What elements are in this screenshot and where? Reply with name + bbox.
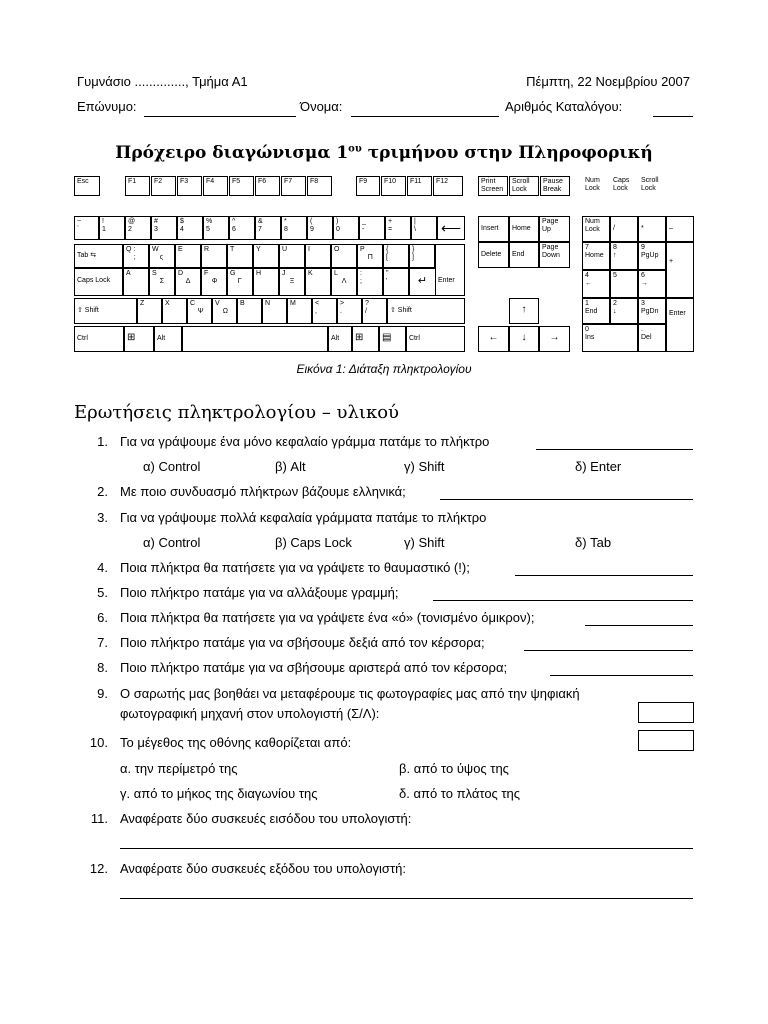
key-page-down: Page Down [539,242,570,268]
option: β) Caps Lock [275,535,352,550]
key-0: ) 0 [333,216,359,240]
key-c: C Ψ [187,298,212,324]
question-number: 10. [89,735,108,750]
key-delete: Delete [478,242,509,268]
key-8: * 8 [281,216,307,240]
answer-box[interactable] [638,730,694,751]
key-semicolon: : ; [357,268,383,296]
section-title: Ερωτήσεις πληκτρολογίου – υλικού [74,402,399,423]
option: γ. από το μήκος της διαγωνίου της [120,786,318,801]
key-f3: F3 [177,176,202,196]
key-2: @ 2 [125,216,151,240]
key-page-up: Page Up [539,216,570,242]
key-f7: F7 [281,176,306,196]
key-left-shift: ⇧ Shift [74,298,137,324]
question-text: Ποια πλήκτρα θα πατήσετε για να γράψετε το θαυμαστικό (!); [120,560,470,575]
question-number: 4. [97,560,108,575]
key-e: E [175,244,201,268]
key-backspace: ⟵ [437,216,465,240]
key-w: W ς [149,244,175,268]
key-f2: F2 [151,176,176,196]
key-right-bracket: } ] [409,244,435,268]
key-m: M [287,298,312,324]
question-text: Ποιο πλήκτρο πατάμε για να σβήσουμε δεξιά από τον κέρσορα; [120,635,485,650]
key-b: B [237,298,262,324]
key-l: L Λ [331,268,357,296]
indicator-scroll-lock: Scroll Lock [641,177,659,192]
key-f8: F8 [307,176,332,196]
key-num-multiply: * [638,216,666,242]
key-num-8: 8 ↑ [610,242,638,270]
arrow-down-icon: ↓ [509,326,539,352]
key-num-7: 7 Home [582,242,610,270]
key-num-2: 2 ↓ [610,298,638,324]
question-text: Αναφέρατε δύο συσκευές εξόδου του υπολογιστή: [120,861,406,876]
key-t: T [227,244,253,268]
key-y: Y [253,244,279,268]
question-number: 9. [97,686,108,701]
key-num-lock: Num Lock [582,216,610,242]
question-number: 6. [97,610,108,625]
key-backslash: | \ [411,216,437,240]
option: γ) Shift [404,535,445,550]
answer-line[interactable] [120,848,693,849]
key-k: K [305,268,331,296]
key-1: ! 1 [99,216,125,240]
answer-line[interactable] [585,625,693,626]
menu-icon: ▤ [379,326,406,352]
answer-line[interactable] [120,898,693,899]
key-f6: F6 [255,176,280,196]
key-num-divide: / [610,216,638,242]
key-minus: _ - [359,216,385,240]
question-text: Ποιο πλήκτρο πατάμε για να σβήσουμε αριστερά από τον κέρσορα; [120,660,508,675]
key-a: A [123,268,149,296]
key-pause-break: Pause Break [540,176,570,196]
option: α) Control [143,459,201,474]
question-number: 3. [97,510,108,525]
key-r: R [201,244,227,268]
question-text: Ποια πλήκτρα θα πατήσετε για να γράψετε ένα «ό» (τονισμένο όμικρον); [120,610,535,625]
key-f11: F11 [407,176,432,196]
key-h: H [253,268,279,296]
key-esc: Esc [74,176,100,196]
key-u: U [279,244,305,268]
key-f1: F1 [125,176,150,196]
key-g: G Γ [227,268,253,296]
windows-icon-right: ⊞ [352,326,379,352]
key-f5: F5 [229,176,254,196]
key-end: End [509,242,539,268]
key-scroll-lock: Scroll Lock [509,176,539,196]
key-num-6: 6 → [638,270,666,298]
question-text: Με ποιο συνδυασμό πλήκτρων βάζουμε ελληνικά; [120,484,406,499]
question-number: 7. [97,635,108,650]
question-number: 8. [97,660,108,675]
key-5: % 5 [203,216,229,240]
surname-label: Επώνυμο: [77,99,137,114]
answer-line[interactable] [433,600,693,601]
key-num-0: 0 Ins [582,324,638,352]
question-text: Αναφέρατε δύο συσκευές εισόδου του υπολογιστή: [120,811,412,826]
key-num-9: 9 PgUp [638,242,666,270]
key-right-ctrl: Ctrl [406,326,465,352]
key-f12: F12 [433,176,463,196]
title-main: Πρόχειρο διαγώνισμα 1 [115,143,349,163]
key-tilde: ~ ` [74,216,99,240]
key-num-4: 4 ← [582,270,610,298]
key-z: Z [137,298,162,324]
answer-line[interactable] [550,675,693,676]
key-equals: + = [385,216,411,240]
key-slash: ? / [362,298,387,324]
key-left-bracket: { [ [383,244,409,268]
key-quote: " ' [383,268,409,296]
title-superscript: ου [348,143,362,155]
option: α) Control [143,535,201,550]
key-f10: F10 [381,176,406,196]
option: δ) Tab [575,535,612,550]
key-space [182,326,328,352]
surname-field[interactable] [144,116,296,117]
answer-box[interactable] [638,702,694,723]
key-4: $ 4 [177,216,203,240]
answer-line[interactable] [440,499,693,500]
key-i: I [305,244,331,268]
question-text: Ποιο πλήκτρο πατάμε για να αλλάξουμε γραμμή; [120,585,399,600]
key-enter-label: Enter [438,277,455,284]
key-period: > . [337,298,362,324]
page-title [0,143,768,163]
key-num-minus: – [666,216,694,242]
enter-arrow-icon: ↵ [409,268,435,296]
key-j: J Ξ [279,268,305,296]
key-s: S Σ [149,268,175,296]
key-caps-lock: Caps Lock [74,268,123,296]
question-text: Για να γράψουμε πολλά κεφαλαία γράμματα πατάμε το πλήκτρο [120,510,487,525]
key-num-1: 1 End [582,298,610,324]
key-f9: F9 [356,176,380,196]
key-7: & 7 [255,216,281,240]
title-rest: τριμήνου στην Πληροφορική [361,143,653,163]
key-p: P Π [357,244,383,268]
question-text: Το μέγεθος της οθόνης καθορίζεται από: [120,735,352,750]
option: β) Alt [275,459,306,474]
exam-date: Πέμπτη, 22 Νοεμβρίου 2007 [526,74,690,89]
key-right-alt: Alt [328,326,352,352]
key-left-ctrl: Ctrl [74,326,124,352]
key-home: Home [509,216,539,242]
key-d: D Δ [175,268,201,296]
key-f4: F4 [203,176,228,196]
question-number: 1. [97,434,108,449]
key-o: O [331,244,357,268]
name-field[interactable] [351,116,499,117]
windows-icon-left: ⊞ [124,326,154,352]
key-n: N [262,298,287,324]
key-q: Q : ; [123,244,149,268]
arrow-right-icon: → [539,326,570,352]
school-class: Γυμνάσιο .............., Τμήμα Α1 [77,74,248,89]
arrow-up-icon: ↑ [509,298,539,324]
key-num-3: 3 PgDn [638,298,666,324]
key-6: ^ 6 [229,216,255,240]
catalog-number-field[interactable] [653,116,693,117]
key-insert: Insert [478,216,509,242]
key-3: # 3 [151,216,177,240]
answer-line[interactable] [524,650,693,651]
option: α. την περίμετρό της [120,761,238,776]
key-v: V Ω [212,298,237,324]
key-right-shift: ⇧ Shift [387,298,465,324]
key-left-alt: Alt [154,326,182,352]
key-num-enter: Enter [666,298,694,352]
answer-line[interactable] [515,575,693,576]
key-f: F Φ [201,268,227,296]
figure-caption: Εικόνα 1: Διάταξη πληκτρολογίου [296,362,472,376]
question-text: Για να γράψουμε ένα μόνο κεφαλαίο γράμμα πατάμε το πλήκτρο [120,434,490,449]
indicator-caps-lock: Caps Lock [613,177,630,192]
question-text-continued: φωτογραφική μηχανή στον υπολογιστή (Σ/Λ): [120,706,380,721]
question-text: Ο σαρωτής μας βοηθάει να μεταφέρουμε τις φωτογραφίες μας από την ψηφιακή [120,686,580,701]
key-num-dot: . Del [638,324,666,352]
question-number: 2. [97,484,108,499]
catalog-label: Αριθμός Καταλόγου: [505,99,623,114]
option: δ. από το πλάτος της [399,786,521,801]
key-tab: Tab ⇆ [74,244,123,268]
key-print-screen: Print Screen [478,176,508,196]
key-x: X [162,298,187,324]
question-number: 5. [97,585,108,600]
key-comma: < , [312,298,337,324]
option: β. από το ύψος της [399,761,509,776]
arrow-left-icon: ← [478,326,509,352]
key-num-plus: + [666,242,694,298]
indicator-num-lock: Num Lock [585,177,600,192]
key-num-5: 5 [610,270,638,298]
key-9: ( 9 [307,216,333,240]
option: δ) Enter [575,459,622,474]
answer-line[interactable] [536,449,693,450]
question-number: 11. [90,811,108,826]
option: γ) Shift [404,459,445,474]
name-label: Όνομα: [300,99,343,114]
question-number: 12. [89,861,108,876]
